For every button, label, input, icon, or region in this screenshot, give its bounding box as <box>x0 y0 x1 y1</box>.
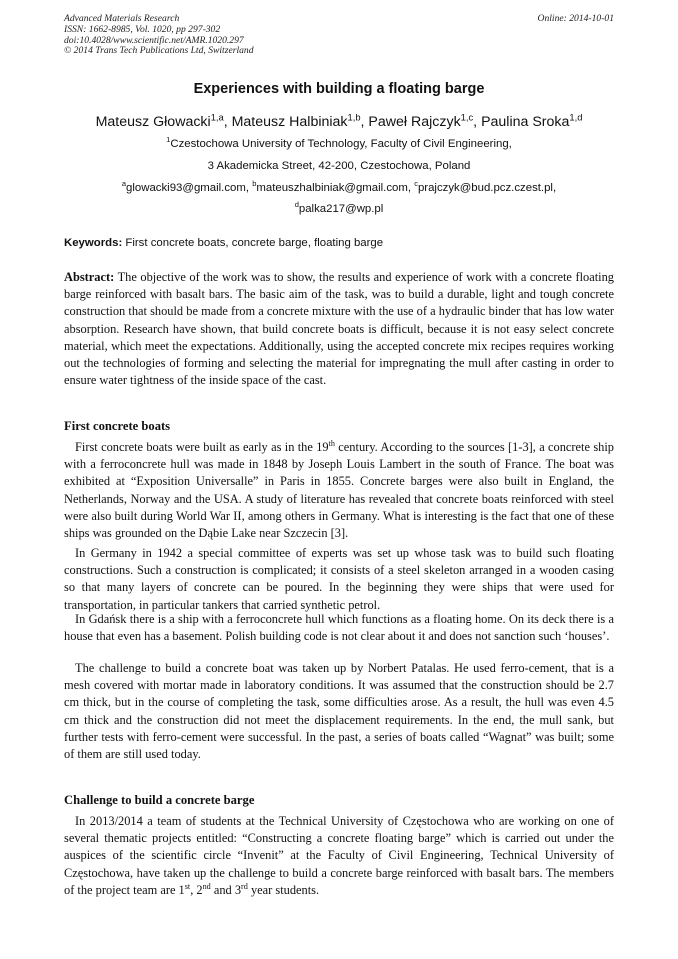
author-name: Mateusz Głowacki <box>95 114 211 130</box>
author-sep: , <box>223 114 232 130</box>
email-address: palka217@wp.pl <box>298 203 384 215</box>
affiliation-sup: 1 <box>166 135 171 145</box>
para-sup: rd <box>241 881 248 891</box>
email-sup: d <box>294 200 299 210</box>
email-address: glowacki93@gmail.com, <box>126 182 253 194</box>
para-text: and 3 <box>210 882 242 897</box>
author-name: Paulina Sroka <box>481 114 570 130</box>
email-sup: c <box>414 179 418 189</box>
affiliation-text: Czestochowa University of Technology, Faculty of Civil Engineering, <box>170 138 512 150</box>
author-sup: 1,d <box>569 112 583 123</box>
journal-doi: doi:10.4028/www.scientific.net/AMR.1020.297 <box>64 34 244 46</box>
keywords-label: Keywords: <box>64 237 123 249</box>
keywords <box>64 237 624 249</box>
journal-copyright: © 2014 Trans Tech Publications Ltd, Switzerland <box>64 45 254 57</box>
email-line-1 <box>0 179 678 194</box>
para-text: century. According to the sources [1-3], a concrete ship with a ferroconcrete hull was made in 1848 by Joseph Louis Lambert in the south of France. The boat was exhibited at “Exposition Universalle” in Paris in 1855. Concrete barges were also built in England, the Netherlands, Norway and the USA. A study of literature has revealed that concrete boats reinforced with steel were also built during World War II, among others in Germany. What is interesting is the fact that one of these ships was grounded on the Dąbie Lake near Szczecin [3]. <box>64 440 614 541</box>
email-sup: a <box>121 179 127 189</box>
author-name: Paweł Rajczyk <box>368 114 461 130</box>
para-sup: nd <box>202 881 211 891</box>
author-sup: 1,a <box>210 112 224 123</box>
para-text: In 2013/2014 a team of students at the Technical University of Częstochowa who are working on one of several thematic projects entitled: “Constructing a concrete floating barge” which is carried out under the auspices of the scientific circle “Invenit” at the Faculty of Civil Engineering, Technical University of Częstochowa, have taken up the challenge to build a concrete barge reinforced with basalt bars. The members of the project team are 1 <box>64 814 614 897</box>
body-paragraph: In Germany in 1942 a special committee of experts was set up whose task was to build such floating constructions. Such a construction is complicated; it consists of a steel skeleton arranged in a wooden casing so that many layers of concrete can be poured. In the beginning they were ships that were used for transportation, in particular tankers that carried synthetic petrol. <box>64 546 614 612</box>
abstract-text: The objective of the work was to show, the results and experience of work with a concrete floating barge reinforced with basalt bars. The basic aim of the task, was to build a durable, light and tough concrete construction that should be made from a concrete mixture with the use of a hydraulic binder that has low water absorption. Research have shown, that build concrete boats is difficult, because it is not easy select concrete material, which meet the expectations. Additionally, using the accepted concrete mix recipes requires working out the technologies of forming and selecting the material for impregnating the mull after casting in order to ensure water tightness of the inside space of the cast. <box>64 270 614 388</box>
para-text: year students. <box>247 882 320 897</box>
journal-issn: ISSN: 1662-8985, Vol. 1020, pp 297-302 <box>64 23 221 35</box>
email-address: prajczyk@bud.pcz.czest.pl, <box>417 182 557 194</box>
email-sup: b <box>252 179 257 189</box>
affiliation-line-1 <box>0 135 678 150</box>
para-text: First concrete boats were built as early as in the 19 <box>75 440 329 454</box>
keywords-text: First concrete boats, concrete barge, floating barge <box>122 237 384 249</box>
body-paragraph: In Gdańsk there is a ship with a ferroconcrete hull which functions as a floating home. On its deck there is a house that even has a basement. Polish building code is not clear about it and does not sanction such ‘houses’. <box>64 612 614 644</box>
email-line-2 <box>0 200 678 215</box>
body-paragraph <box>64 813 614 899</box>
para-sup: st <box>184 881 191 891</box>
abstract <box>64 269 614 389</box>
author-sep: , <box>360 114 369 130</box>
author-list <box>0 114 678 130</box>
body-paragraph: The challenge to build a concrete boat was taken up by Norbert Patalas. He used ferro-cement, that is a mesh covered with mortar made in laboratory conditions. It was assumed that the construction should be 2.7 cm thick, but in the course of completing the task, some difficulties arose. As a result, the hull was even 4.5 cm thick and the construction did not meet the displacement requirements. In the end, the mull sank, but further tests with ferro-cement were successful. In the past, a series of boats called “Wagnat” was built; some of them are still used today. <box>64 661 614 762</box>
author-sup: 1,b <box>347 112 361 123</box>
section-heading-challenge: Challenge to build a concrete barge <box>64 793 255 807</box>
author-sep: , <box>473 114 482 130</box>
paper-title: Experiences with building a floating barge <box>193 81 485 97</box>
body-paragraph <box>64 439 614 542</box>
email-address: mateuszhalbiniak@gmail.com, <box>256 182 415 194</box>
online-date: Online: 2014-10-01 <box>537 13 614 24</box>
para-text: , 2 <box>190 882 203 897</box>
section-heading-first-concrete-boats: First concrete boats <box>64 419 171 433</box>
journal-name: Advanced Materials Research <box>64 13 180 24</box>
journal-header <box>64 14 614 57</box>
affiliation-line-2: 3 Akademicka Street, 42-200, Czestochowa, Poland <box>207 160 471 172</box>
abstract-label: Abstract: <box>64 270 115 284</box>
author-name: Mateusz Halbiniak <box>231 114 348 130</box>
author-sup: 1,c <box>460 112 474 123</box>
para-sup: th <box>328 438 335 448</box>
